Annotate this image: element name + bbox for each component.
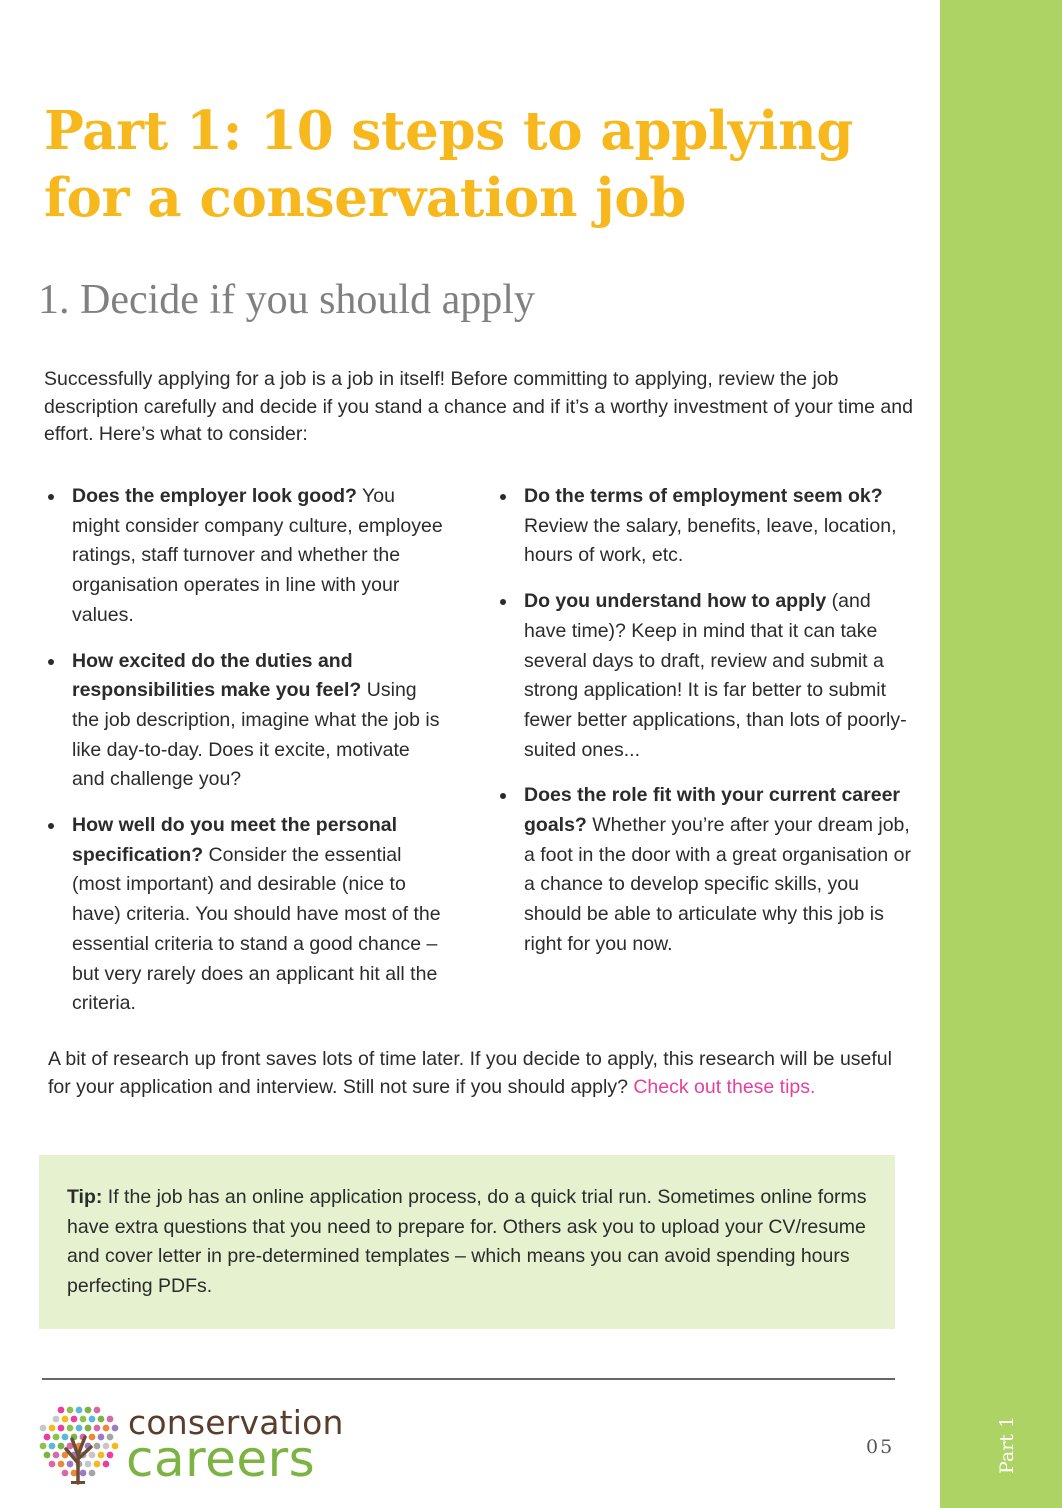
logo-dot <box>112 1425 119 1432</box>
logo-dot <box>80 1470 87 1477</box>
logo-dot <box>80 1416 87 1423</box>
item-text: Whether you’re after your dream job, a foot in the door with a great organisation or a chance to develop specific skills, you should be able to articulate why this job is right for you now. <box>524 814 911 955</box>
logo-dot <box>76 1407 83 1414</box>
logo-dot <box>49 1443 56 1450</box>
logo-dot <box>40 1425 47 1432</box>
bullet-icon <box>500 494 506 500</box>
item-heading: Do the terms of employment seem ok? <box>524 485 883 507</box>
side-tab-label: Part 1 <box>996 1415 1018 1475</box>
logo-dot <box>49 1425 56 1432</box>
logo-dot <box>62 1470 69 1477</box>
list-item <box>44 482 444 631</box>
logo-dot <box>44 1434 51 1441</box>
conservation-careers-logo <box>38 1403 348 1488</box>
tip-label: Tip: <box>67 1186 103 1208</box>
bullet-icon <box>500 793 506 799</box>
logo-dot <box>62 1416 69 1423</box>
tree-logo-icon <box>38 1405 120 1485</box>
outro-text: A bit of research up front saves lots of time later. If you decide to apply, this research will be useful for your application and interview. Still not sure if you should apply? <box>48 1048 892 1098</box>
logo-dot <box>103 1425 110 1432</box>
logo-dot <box>89 1416 96 1423</box>
logo-dot <box>58 1461 65 1468</box>
footer-divider <box>42 1378 895 1380</box>
item-heading: Does the employer look good? <box>72 485 357 507</box>
list-item <box>496 482 916 571</box>
logo-dot <box>98 1434 105 1441</box>
item-text: Review the salary, benefits, leave, location, hours of work, etc. <box>524 514 897 567</box>
logo-dot <box>94 1407 101 1414</box>
logo-dot <box>53 1434 60 1441</box>
bullet-icon <box>500 599 506 605</box>
logo-dot <box>112 1443 119 1450</box>
logo-dot <box>98 1416 105 1423</box>
item-heading: How well do you meet the personal specification? <box>72 814 398 866</box>
section-heading: 1. Decide if you should apply <box>38 277 535 323</box>
list-item <box>44 647 444 796</box>
item-heading: How excited do the duties and responsibilities make you feel? <box>72 649 362 702</box>
logo-dot <box>107 1434 114 1441</box>
right-bullet-list <box>496 482 916 976</box>
tip-box <box>39 1155 895 1329</box>
item-text: You might consider company culture, employee ratings, staff turnover and whether the organisation operates in line with your values. <box>72 485 443 626</box>
item-heading: Do you understand how to apply <box>524 590 827 613</box>
logo-dot <box>103 1461 110 1468</box>
tip-body: If the job has an online application process, do a quick trial run. Sometimes online forms have extra questions that you need to prepare for. Others ask you to upload your CV/resume and cover letter in pre-determined templates – which means you can avoid spending hours perfecting PDFs. <box>67 1186 867 1298</box>
logo-dot <box>40 1443 47 1450</box>
tip-text <box>67 1183 887 1302</box>
logo-dot <box>44 1452 51 1459</box>
logo-word-conservation: conservation <box>128 1403 344 1442</box>
bullet-icon <box>48 823 54 829</box>
item-text: (and have time)? Keep in mind that it can take several days to draft, review and submit a strong application! It is far better to submit fewer better applications, than lots of poorly-suited ones... <box>524 590 907 761</box>
outro-paragraph <box>48 1046 908 1101</box>
side-band <box>940 0 1062 1508</box>
logo-dot <box>85 1407 92 1414</box>
logo-dot <box>71 1416 78 1423</box>
logo-dot <box>58 1443 65 1450</box>
logo-dot <box>94 1461 101 1468</box>
logo-dot <box>67 1425 74 1432</box>
logo-dot <box>67 1407 74 1414</box>
logo-dot <box>85 1461 92 1468</box>
logo-dot <box>85 1425 92 1432</box>
logo-dot <box>49 1461 56 1468</box>
check-tips-link[interactable]: Check out these tips. <box>633 1075 816 1098</box>
logo-dot <box>94 1425 101 1432</box>
list-item <box>496 587 916 765</box>
logo-dot <box>58 1407 65 1414</box>
bullet-icon <box>48 494 54 500</box>
logo-dot <box>98 1452 105 1459</box>
logo-dot <box>67 1461 74 1468</box>
logo-dot <box>62 1434 69 1441</box>
item-text: Using the job description, imagine what the job is like day-to-day. Does it excite, motivate and challenge you? <box>72 679 440 791</box>
logo-dot <box>89 1434 96 1441</box>
logo-dot <box>94 1443 101 1450</box>
list-item <box>496 781 916 959</box>
left-bullet-list <box>44 482 444 1035</box>
logo-dot <box>53 1416 60 1423</box>
list-item <box>44 811 444 1019</box>
logo-dot <box>107 1416 114 1423</box>
page-number: 05 <box>866 1436 895 1458</box>
logo-dot <box>58 1425 65 1432</box>
logo-dot <box>107 1452 114 1459</box>
logo-dot <box>53 1452 60 1459</box>
item-heading: Does the role fit with your current career goals? <box>524 784 901 837</box>
intro-paragraph: Successfully applying for a job is a job in itself! Before committing to applying, review the job description carefully and decide if you stand a chance and if it’s a worthy investment of your time and effort. Here’s what to consider: <box>44 368 913 445</box>
page-title: Part 1: 10 steps to applying for a conservation job <box>44 100 854 229</box>
logo-dot <box>89 1452 96 1459</box>
logo-dot <box>103 1443 110 1450</box>
item-text: Consider the essential (most important) and desirable (nice to have) criteria. You should have most of the essential criteria to stand a good chance – but very rarely does an applicant hit all the criteria. <box>72 843 441 1015</box>
logo-word-careers: careers <box>126 1430 316 1488</box>
bullet-icon <box>48 659 54 665</box>
logo-dot <box>76 1425 83 1432</box>
logo-dot <box>89 1470 96 1477</box>
